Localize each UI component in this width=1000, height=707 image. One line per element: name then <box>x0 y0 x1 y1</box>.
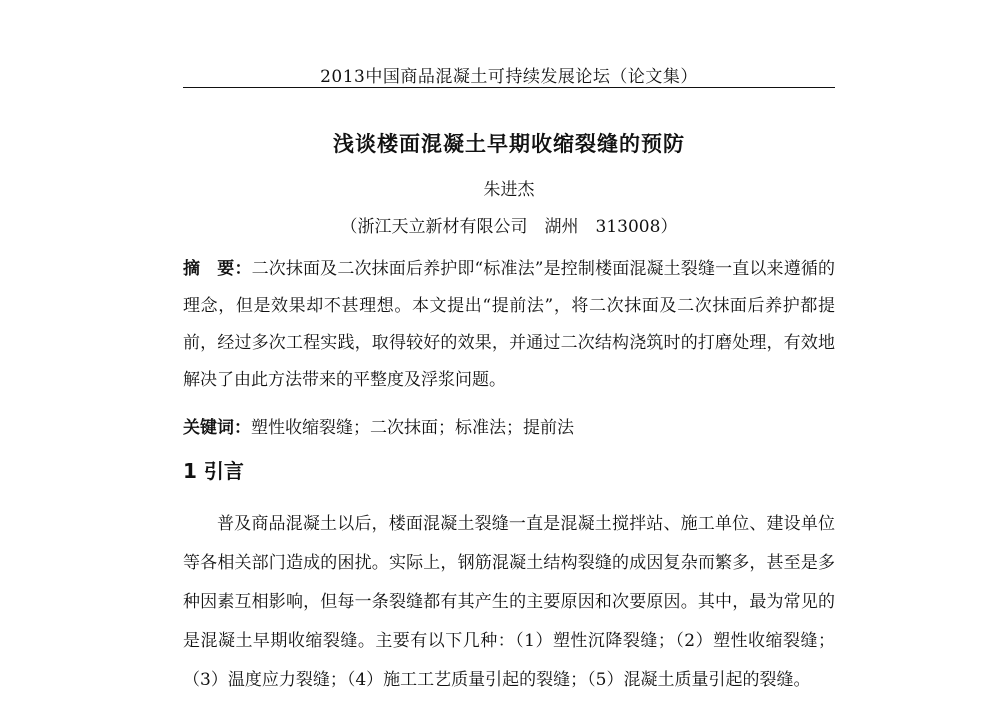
keywords-text: 塑性收缩裂缝；二次抹面；标准法；提前法 <box>251 418 574 438</box>
running-header: 2013中国商品混凝土可持续发展论坛（论文集） <box>320 67 698 87</box>
author-affiliation: （浙江天立新材有限公司 湖州 313008） <box>340 217 678 237</box>
section-heading-introduction: 1 引言 <box>183 459 244 483</box>
keywords-label: 关键词： <box>183 418 251 438</box>
keywords <box>183 413 835 438</box>
abstract-text: 二次抹面及二次抹面后养护即“标准法”是控制楼面混凝土裂缝一直以来遵循的理念，但是效果却不甚理想。本文提出“提前法”，将二次抹面及二次抹面后养护都提前，经过多次工程实践，取得较好的效果，并通过二次结构浇筑时的打磨处理，有效地解决了由此方法带来的平整度及浮浆问题。 <box>183 259 835 390</box>
abstract-label: 摘 要： <box>183 259 252 279</box>
header-rule <box>183 87 835 88</box>
author-name: 朱进杰 <box>483 180 535 200</box>
introduction-paragraph: 普及商品混凝土以后，楼面混凝土裂缝一直是混凝土搅拌站、施工单位、建设单位等各相关部门造成的困扰。实际上，钢筋混凝土结构裂缝的成因复杂而繁多，甚至是多种因素互相影响，但每一条裂缝都有其产生的主要原因和次要原因。其中，最为常见的是混凝土早期收缩裂缝。主要有以下几种：（1）塑性沉降裂缝；（2）塑性收缩裂缝；（3）温度应力裂缝；（4）施工工艺质量引起的裂缝；（5）混凝土质量引起的裂缝。 <box>183 514 835 690</box>
abstract <box>183 251 835 399</box>
paper-title: 浅谈楼面混凝土早期收缩裂缝的预防 <box>333 132 685 156</box>
